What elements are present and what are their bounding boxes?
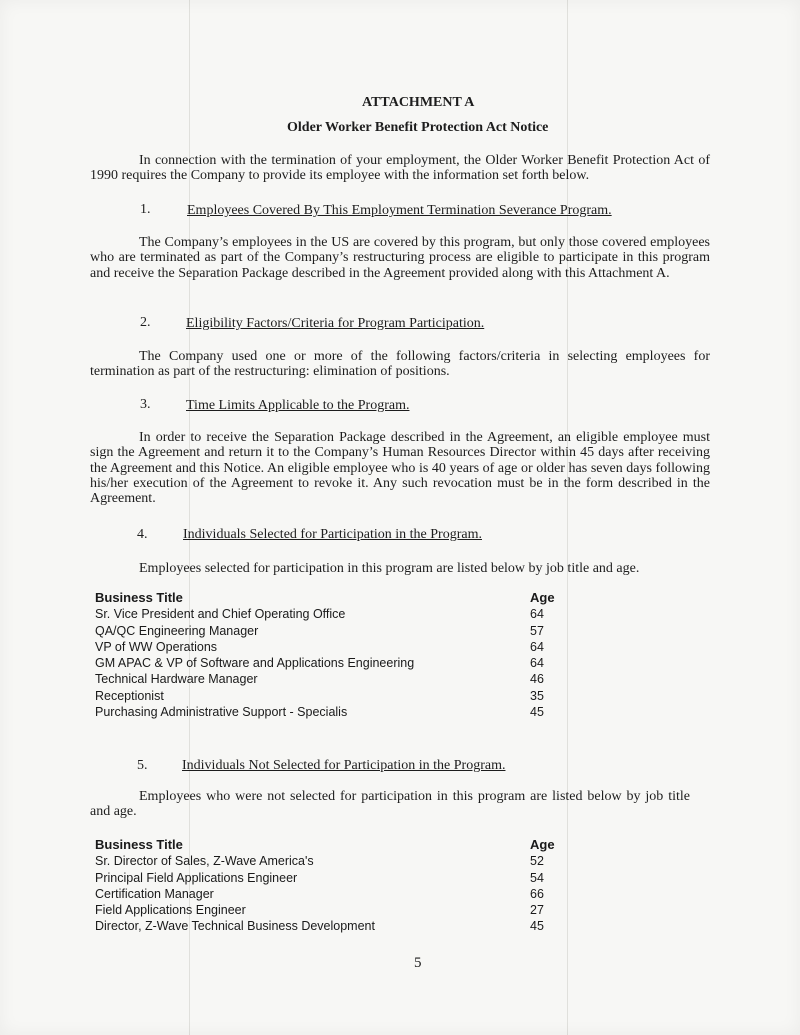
section-paragraph: Employees selected for participation in this program are listed below by job title and age. xyxy=(139,561,640,576)
job-title: Purchasing Administrative Support - Specialis xyxy=(95,705,348,720)
employee-age: 66 xyxy=(530,886,544,901)
section-title: Time Limits Applicable to the Program. xyxy=(186,398,410,413)
job-title: Technical Hardware Manager xyxy=(95,672,258,687)
table-row xyxy=(95,853,575,869)
page-heading: ATTACHMENT A xyxy=(362,95,475,110)
employee-age: 64 xyxy=(530,607,544,622)
table-row xyxy=(95,606,575,622)
table-row xyxy=(95,655,575,671)
employee-age: 45 xyxy=(530,705,544,720)
table-row xyxy=(95,870,575,886)
section-title: Individuals Not Selected for Participation in the Program. xyxy=(182,758,506,773)
section-number: 3. xyxy=(140,397,151,412)
section-number: 1. xyxy=(140,202,151,217)
job-title: Sr. Director of Sales, Z-Wave America's xyxy=(95,854,314,869)
job-title: Receptionist xyxy=(95,688,164,703)
table-header-age: Age xyxy=(530,590,555,605)
not-selected-employees-table xyxy=(95,837,575,935)
selected-employees-table xyxy=(95,590,575,720)
section-title: Employees Covered By This Employment Termination Severance Program. xyxy=(187,203,612,218)
job-title: Certification Manager xyxy=(95,886,214,901)
table-row xyxy=(95,671,575,687)
page-subheading: Older Worker Benefit Protection Act Notice xyxy=(287,120,549,135)
section-paragraph: The Company’s employees in the US are covered by this program, but only those covered employees who are terminated as part of the Company’s restructuring process are eligible to participate in this program and receive the Separation Package described in the Agreement provided along with this Attachment A. xyxy=(90,235,710,281)
table-row xyxy=(95,902,575,918)
section-number: 5. xyxy=(137,758,148,773)
job-title: Principal Field Applications Engineer xyxy=(95,870,298,885)
table-row xyxy=(95,886,575,902)
job-title: Director, Z-Wave Technical Business Development xyxy=(95,919,375,934)
employee-age: 64 xyxy=(530,639,544,654)
employee-age: 64 xyxy=(530,656,544,671)
section-number: 4. xyxy=(137,527,148,542)
employee-age: 52 xyxy=(530,854,544,869)
table-row xyxy=(95,704,575,720)
section-paragraph: In order to receive the Separation Package described in the Agreement, an eligible employee must sign the Agreement and return it to the Company’s Human Resources Director within 45 days after receiving the Agreement and this Notice. An eligible employee who is 40 years of age or older has seven days following his/her execution of the Agreement to revoke it. Any such revocation must be in the form described in the Agreement. xyxy=(90,430,710,507)
section-title: Individuals Selected for Participation in the Program. xyxy=(183,527,482,542)
section-paragraph: Employees who were not selected for participation in this program are listed below by job title and age. xyxy=(90,789,690,820)
table-header-title: Business Title xyxy=(95,590,183,605)
employee-age: 35 xyxy=(530,688,544,703)
table-row xyxy=(95,623,575,639)
table-row xyxy=(95,639,575,655)
job-title: Field Applications Engineer xyxy=(95,903,246,918)
section-title: Eligibility Factors/Criteria for Program Participation. xyxy=(186,316,485,331)
employee-age: 57 xyxy=(530,623,544,638)
table-header-age: Age xyxy=(530,837,555,852)
table-row xyxy=(95,918,575,934)
job-title: QA/QC Engineering Manager xyxy=(95,623,259,638)
table-header-title: Business Title xyxy=(95,837,183,852)
page-number: 5 xyxy=(414,955,422,971)
table-header-row xyxy=(95,590,575,606)
section-number: 2. xyxy=(140,315,151,330)
job-title: GM APAC & VP of Software and Applications Engineering xyxy=(95,656,415,671)
employee-age: 54 xyxy=(530,870,544,885)
job-title: Sr. Vice President and Chief Operating Office xyxy=(95,607,346,622)
employee-age: 27 xyxy=(530,903,544,918)
section-paragraph: The Company used one or more of the following factors/criteria in selecting employees for termination as part of the restructuring: elimination of positions. xyxy=(90,349,710,380)
job-title: VP of WW Operations xyxy=(95,639,218,654)
employee-age: 45 xyxy=(530,919,544,934)
table-header-row xyxy=(95,837,575,853)
intro-paragraph: In connection with the termination of your employment, the Older Worker Benefit Protection Act of 1990 requires the Company to provide its employee with the information set forth below. xyxy=(90,153,710,184)
table-row xyxy=(95,688,575,704)
employee-age: 46 xyxy=(530,672,544,687)
